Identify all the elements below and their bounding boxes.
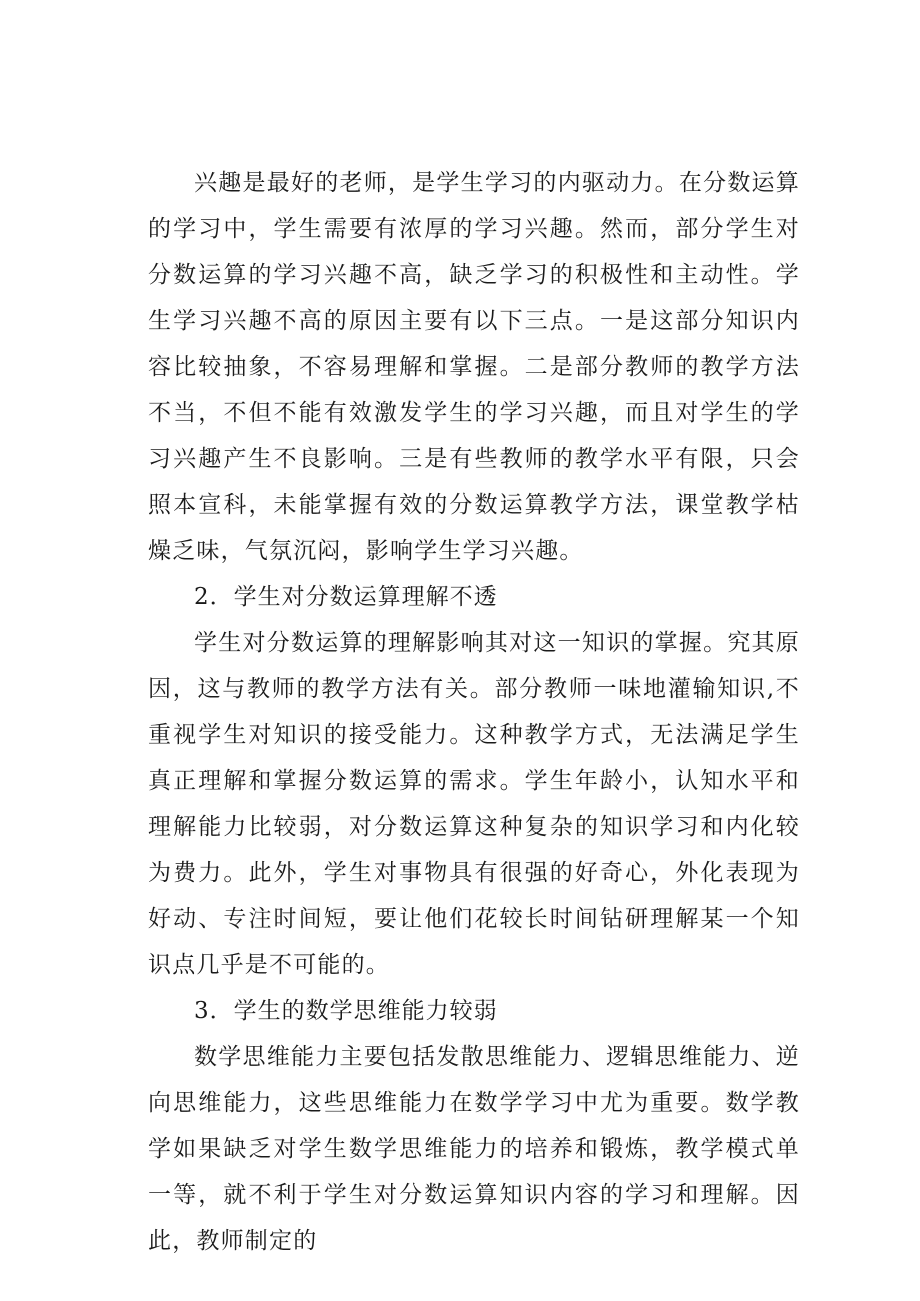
document-body <box>148 160 800 1264</box>
section-heading-3: 3．学生的数学思维能力较弱 <box>194 998 498 1024</box>
section-heading-2: 2．学生对分数运算理解不透 <box>194 584 498 610</box>
paragraph-interest: 兴趣是最好的老师，是学生学习的内驱动力。在分数运算的学习中，学生需要有浓厚的学习兴趣。然而，部分学生对分数运算的学习兴趣不高，缺乏学习的积极性和主动性。学生学习兴趣不高的原因主要有以下三点。一是这部分知识内容比较抽象，不容易理解和掌握。二是部分教师的教学方法不当，不但不能有效激发学生的学习兴趣，而且对学生的学习兴趣产生不良影响。三是有些教师的教学水平有限，只会照本宣科，未能掌握有效的分数运算教学方法，课堂教学枯燥乏味，气氛沉闷，影响学生学习兴趣。 <box>148 170 800 564</box>
paragraph-thinking: 数学思维能力主要包括发散思维能力、逻辑思维能力、逆向思维能力，这些思维能力在数学学习中尤为重要。数学教学如果缺乏对学生数学思维能力的培养和锻炼，教学模式单一等，就不利于学生对分数运算知识内容的学习和理解。因此，教师制定的 <box>148 1044 800 1254</box>
paragraph-understanding: 学生对分数运算的理解影响其对这一知识的掌握。究其原因，这与教师的教学方法有关。部分教师一味地灌输知识,不重视学生对知识的接受能力。这种教学方式，无法满足学生真正理解和掌握分数运算的需求。学生年龄小，认知水平和理解能力比较弱，对分数运算这种复杂的知识学习和内化较为费力。此外，学生对事物具有很强的好奇心，外化表现为好动、专注时间短，要让他们花较长时间钻研理解某一个知识点几乎是不可能的。 <box>148 630 800 978</box>
